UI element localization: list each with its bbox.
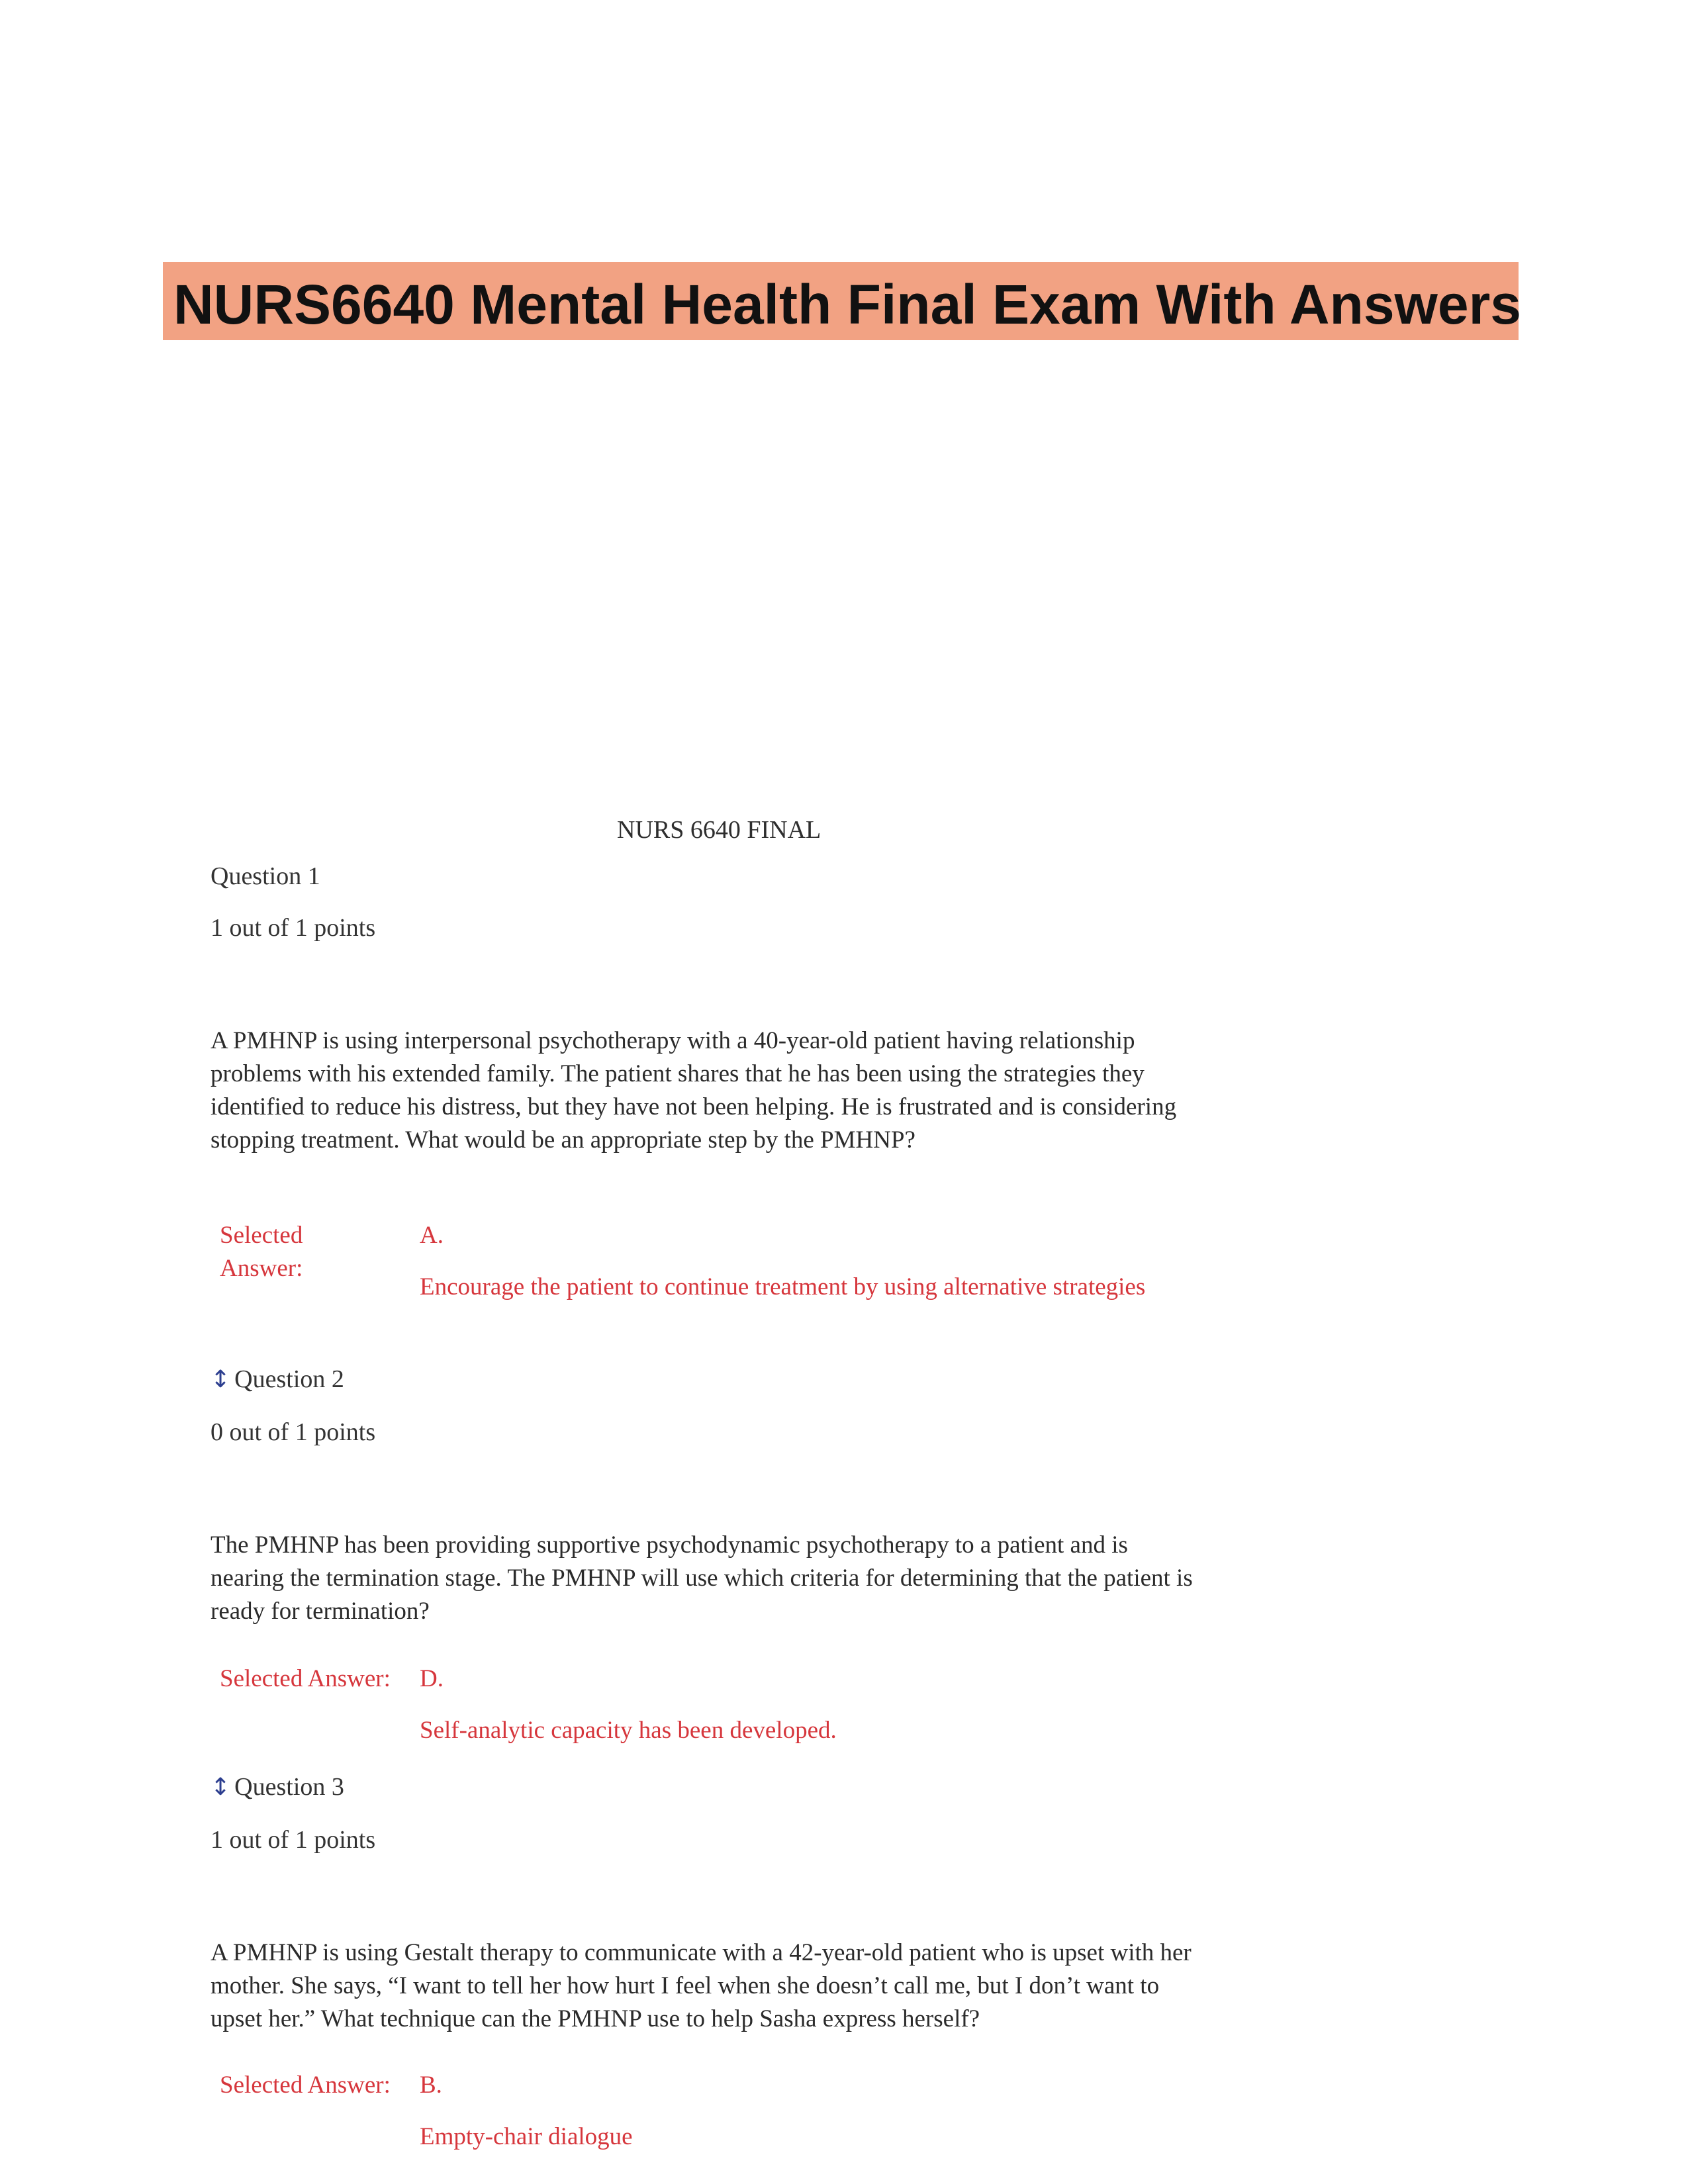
question-1-points: 1 out of 1 points [211,914,376,942]
question-2-label: Question 2 [234,1365,344,1393]
question-3-answer-text: Empty-chair dialogue [420,2123,633,2150]
question-3-heading [211,1771,344,1803]
question-3-points: 1 out of 1 points [211,1826,376,1854]
question-1-text: A PMHNP is using interpersonal psychotherapy with a 40-year-old patient having relationship problems with his extended family. The patient shares that he has been using the strategies they identified to reduce his distress, but they have not been helping. He is frustrated and is considering stopping treatment. What would be an appropriate step by the PMHNP? [211,1027,1177,1154]
question-2-answer-letter: D. [420,1665,444,1692]
exam-subtitle: NURS 6640 FINAL [617,816,821,844]
question-1-label: Question 1 [211,862,320,890]
question-3-text: A PMHNP is using Gestalt therapy to communicate with a 42-year-old patient who is upset with her mother. She says, “I want to tell her how hurt I feel when she doesn’t call me, but I don’t want to upset her.” What technique can the PMHNP use to help Sasha express herself? [211,1939,1192,2032]
question-3-answer-label: Selected Answer: [220,2071,391,2099]
question-1-answer-label: Selected Answer: [220,1222,303,1282]
question-2-points: 0 out of 1 points [211,1418,376,1446]
question-3-label: Question 3 [234,1773,344,1801]
question-1-heading [211,860,320,892]
question-3-answer-letter: B. [420,2071,442,2099]
up-down-arrow-icon[interactable]: ↕ [211,1774,231,1801]
title-banner [163,262,1522,340]
question-2-answer-label: Selected Answer: [220,1665,391,1692]
question-1-answer-letter: A. [420,1222,444,1249]
document-title: NURS6640 Mental Health Final Exam With Answers [173,273,1522,336]
question-2-answer-text: Self-analytic capacity has been developed. [420,1717,837,1744]
up-down-arrow-icon[interactable]: ↕ [211,1366,231,1393]
question-1-answer-text: Encourage the patient to continue treatment by using alternative strategies [420,1273,1146,1300]
question-2-heading [211,1363,344,1396]
question-2-text: The PMHNP has been providing supportive psychodynamic psychotherapy to a patient and is nearing the termination stage. The PMHNP will use which criteria for determining that the patient is ready for termination? [211,1531,1193,1625]
